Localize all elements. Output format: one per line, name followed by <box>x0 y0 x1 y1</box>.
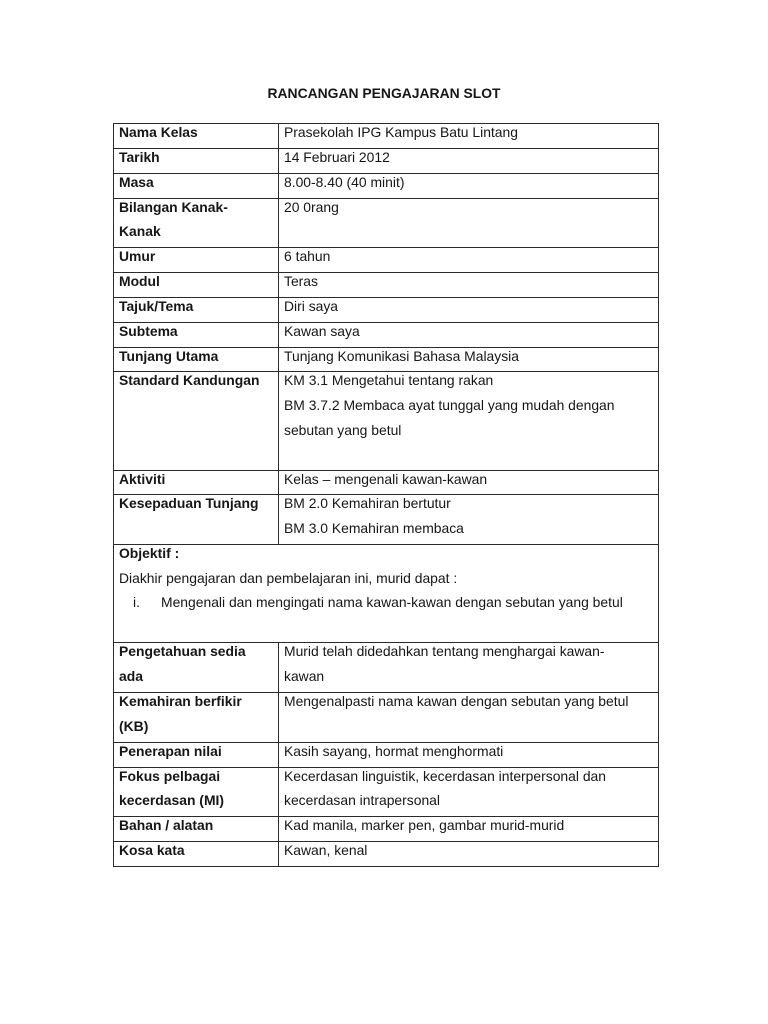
objektif-heading: Objektif : <box>119 545 180 562</box>
label-line: ada <box>119 667 143 684</box>
label-line: Kanak <box>119 223 161 240</box>
objektif-item-marker: i. <box>133 594 140 611</box>
document-title: RANCANGAN PENGAJARAN SLOT <box>267 85 501 101</box>
row-tunjang-utama <box>114 348 658 373</box>
label-cell <box>114 174 279 198</box>
value-line: 20 0rang <box>284 198 339 215</box>
value-line: Kawan, kenal <box>284 842 368 859</box>
value-line: Kelas – mengenali kawan-kawan <box>284 470 488 487</box>
label-cell <box>114 768 279 817</box>
label-line: Tunjang Utama <box>119 347 219 364</box>
label-cell <box>114 471 279 495</box>
label-cell <box>114 495 279 544</box>
value-line: BM 2.0 Kemahiran bertutur <box>284 495 451 512</box>
label-line: kecerdasan (MI) <box>119 792 224 809</box>
value-cell <box>279 298 658 322</box>
row-aktiviti <box>114 471 658 496</box>
row-kesepaduan-tunjang <box>114 495 658 545</box>
value-line: kecerdasan intrapersonal <box>284 792 440 809</box>
label-cell <box>114 323 279 347</box>
row-tajuk-tema <box>114 298 658 323</box>
value-cell <box>279 495 658 544</box>
value-line: Kasih sayang, hormat menghormati <box>284 742 504 759</box>
row-umur <box>114 248 658 273</box>
value-line: Murid telah didedahkan tentang menghargai kawan- <box>284 643 605 660</box>
row-penerapan-nilai <box>114 743 658 768</box>
value-line: Kawan saya <box>284 322 360 339</box>
label-cell <box>114 124 279 148</box>
row-bahan-alatan <box>114 817 658 842</box>
label-cell <box>114 273 279 297</box>
row-subtema <box>114 323 658 348</box>
value-line: 14 Februari 2012 <box>284 148 390 165</box>
objektif-item-text: Mengenali dan mengingati nama kawan-kawan dengan sebutan yang betul <box>161 594 623 611</box>
label-line: Masa <box>119 173 154 190</box>
row-kosa-kata <box>114 842 658 867</box>
label-cell <box>114 743 279 767</box>
objektif-item <box>119 594 658 619</box>
value-cell <box>279 199 658 248</box>
label-line: Penerapan nilai <box>119 742 222 759</box>
value-cell <box>279 693 658 742</box>
label-cell <box>114 643 279 692</box>
row-objektif <box>114 545 658 643</box>
row-kemahiran-berfikir <box>114 693 658 743</box>
objektif-cell <box>114 545 658 642</box>
label-line: Kosa kata <box>119 842 185 859</box>
objektif-intro: Diakhir pengajaran dan pembelajaran ini, murid dapat : <box>119 569 458 586</box>
label-line: Tarikh <box>119 148 160 165</box>
label-line: Fokus pelbagai <box>119 767 221 784</box>
row-bilangan-kanak-kanak <box>114 199 658 249</box>
value-cell <box>279 842 658 866</box>
label-cell <box>114 817 279 841</box>
value-cell <box>279 471 658 495</box>
value-line: KM 3.1 Mengetahui tentang rakan <box>284 372 494 389</box>
label-line: Subtema <box>119 322 178 339</box>
label-cell <box>114 842 279 866</box>
label-line: Tajuk/Tema <box>119 297 194 314</box>
value-line: BM 3.7.2 Membaca ayat tunggal yang mudah dengan <box>284 397 615 414</box>
label-cell <box>114 248 279 272</box>
row-modul <box>114 273 658 298</box>
label-cell <box>114 372 279 469</box>
value-line: Prasekolah IPG Kampus Batu Lintang <box>284 124 518 140</box>
value-line: kawan <box>284 667 325 684</box>
label-line: Aktiviti <box>119 470 166 487</box>
row-fokus-pelbagai-kecerdasan <box>114 768 658 818</box>
row-tarikh <box>114 149 658 174</box>
value-line: 6 tahun <box>284 248 331 265</box>
label-line: Nama Kelas <box>119 124 198 140</box>
value-cell <box>279 817 658 841</box>
value-line: Tunjang Komunikasi Bahasa Malaysia <box>284 347 519 364</box>
value-cell <box>279 348 658 372</box>
value-cell <box>279 372 658 469</box>
row-pengetahuan-sedia-ada <box>114 643 658 693</box>
label-line: Umur <box>119 248 156 265</box>
label-cell <box>114 693 279 742</box>
value-line: 8.00-8.40 (40 minit) <box>284 173 405 190</box>
value-cell <box>279 273 658 297</box>
value-line: sebutan yang betul <box>284 421 402 438</box>
label-line: Kesepaduan Tunjang <box>119 495 259 512</box>
value-cell <box>279 743 658 767</box>
label-cell <box>114 149 279 173</box>
value-cell <box>279 643 658 692</box>
value-cell <box>279 174 658 198</box>
label-line: Bilangan Kanak- <box>119 198 228 215</box>
value-line: BM 3.0 Kemahiran membaca <box>284 520 464 537</box>
value-cell <box>279 768 658 817</box>
value-cell <box>279 124 658 148</box>
label-line: (KB) <box>119 717 149 734</box>
label-line: Bahan / alatan <box>119 817 214 834</box>
row-nama-kelas <box>114 124 658 149</box>
value-cell <box>279 323 658 347</box>
value-cell <box>279 149 658 173</box>
value-line: Diri saya <box>284 297 339 314</box>
label-cell <box>114 199 279 248</box>
value-line: Kad manila, marker pen, gambar murid-murid <box>284 817 565 834</box>
row-standard-kandungan <box>114 372 658 470</box>
value-cell <box>279 248 658 272</box>
label-line: Standard Kandungan <box>119 372 260 389</box>
lesson-plan-table <box>113 123 659 867</box>
label-cell <box>114 298 279 322</box>
value-line: Kecerdasan linguistik, kecerdasan interpersonal dan <box>284 767 606 784</box>
label-cell <box>114 348 279 372</box>
label-line: Pengetahuan sedia <box>119 643 246 660</box>
value-line: Mengenalpasti nama kawan dengan sebutan yang betul <box>284 693 629 710</box>
row-masa <box>114 174 658 199</box>
label-line: Kemahiran berfikir <box>119 693 242 710</box>
label-line: Modul <box>119 273 160 290</box>
value-line: Teras <box>284 273 318 290</box>
